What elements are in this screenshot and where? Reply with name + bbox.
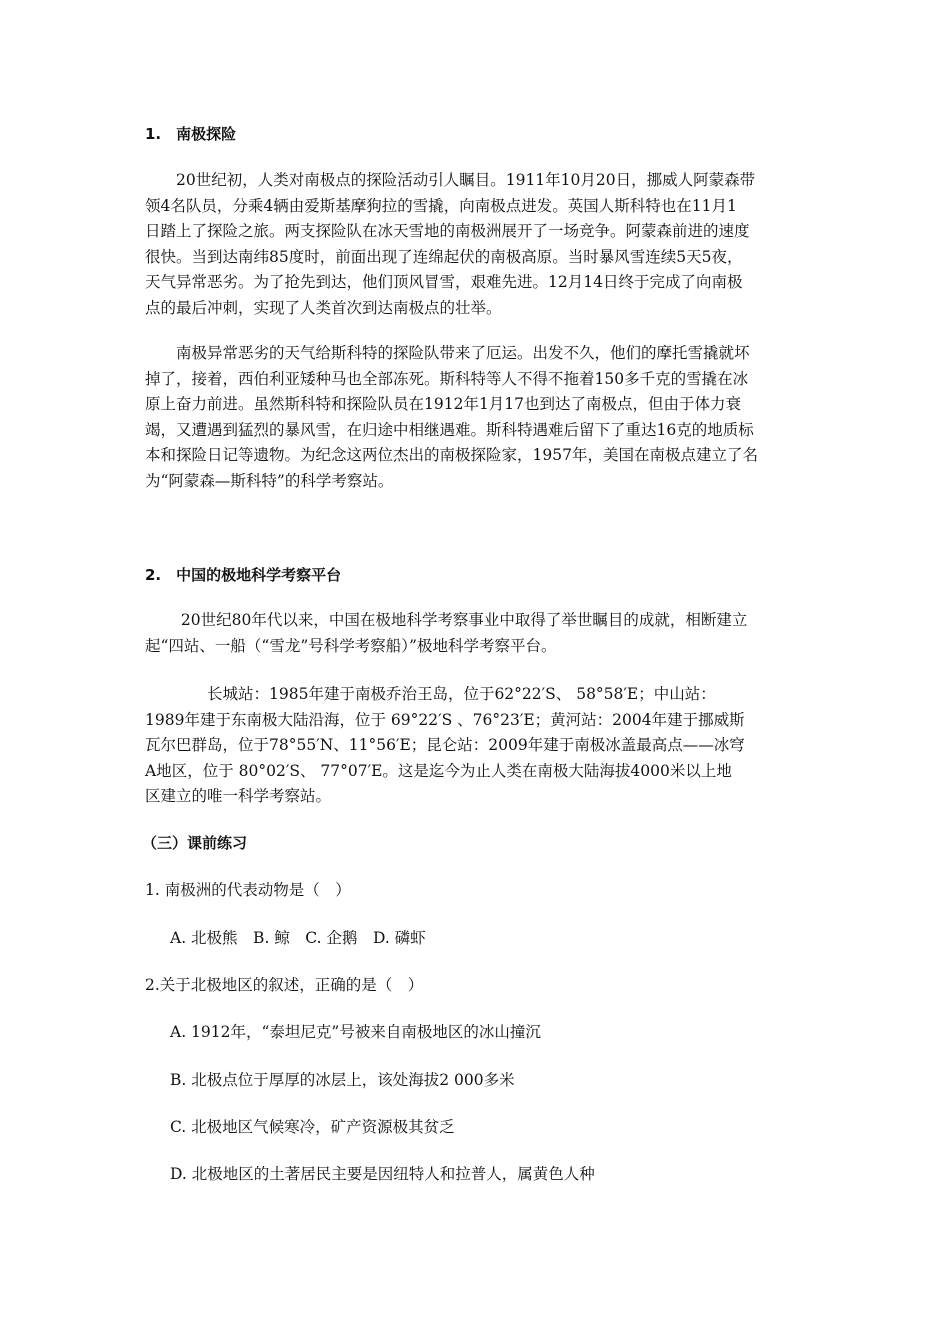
text-line: 1989年建于东南极大陆沿海，位于 69°22′S 、76°23′E；黄河站：2004年建于挪威斯: [145, 710, 745, 729]
question-2-option-a: A. 1912年，“泰坦尼克”号被来自南极地区的冰山撞沉: [170, 1023, 541, 1041]
section-1-paragraph-2: [145, 341, 805, 494]
question-1-stem: 1. 南极洲的代表动物是（ ）: [145, 881, 351, 899]
text-line: 区建立的唯一科学考察站。: [145, 787, 332, 805]
text-line: 掉了，接着，西伯利亚矮种马也全部冻死。斯科特等人不得不拖着150多千克的雪撬在冰: [145, 369, 749, 388]
text-line: 起“四站、一船（“雪龙”号科学考察船）”极地科学考察平台。: [145, 636, 557, 655]
text-line: 很快。当到达南纬85度时，前面出现了连绵起伏的南极高原。当时暴风雪连续5天5夜，: [145, 247, 743, 266]
section-2-title: 2. 中国的极地科学考察平台: [145, 566, 342, 584]
question-2-stem: 2.关于北极地区的叙述，正确的是（ ）: [145, 976, 424, 994]
text-line: 长城站：1985年建于南极乔治王岛，位于62°22′S、 58°58′E；中山站：: [145, 685, 716, 703]
text-line: 瓦尔巴群岛，位于78°55′N、11°56′E；昆仑站：2009年建于南极冰盖最高点——冰穹: [145, 736, 745, 754]
text-line: 竭，又遭遇到猛烈的暴风雪，在归途中相继遇难。斯科特遇难后留下了重达16克的地质标: [145, 420, 754, 439]
text-line: 20世纪80年代以来，中国在极地科学考察事业中取得了举世瞩目的成就，相断建立: [145, 611, 748, 629]
text-line: 原上奋力前进。虽然斯科特和探险队员在1912年1月17也到达了南极点，但由于体力衰: [145, 395, 742, 413]
text-line: 天气异常恶劣。为了抢先到达，他们顶风冒雪，艰难先进。12月14日终于完成了向南极: [145, 273, 743, 291]
text-line: A地区，位于 80°02′S、 77°07′E。这是迄今为止人类在南极大陆海拔4000米以上地: [145, 761, 732, 780]
text-line: 20世纪初，人类对南极点的探险活动引人瞩目。1911年10月20日，挪威人阿蒙森带: [145, 171, 756, 189]
text-line: 领4名队员，分乘4辆由爱斯基摩狗拉的雪撬，向南极点进发。英国人斯科特也在11月1: [145, 196, 737, 215]
question-2-option-c: C. 北极地区气候寒冷，矿产资源极其贫乏: [170, 1118, 455, 1136]
section-1-title: 1. 南极探险: [145, 125, 237, 143]
text-line: 点的最后冲刺，实现了人类首次到达南极点的壮举。: [145, 298, 502, 317]
section-2-paragraph-2: [145, 682, 805, 810]
text-line: 为“阿蒙森—斯科特”的科学考察站。: [145, 471, 394, 490]
section-2-paragraph-1: [145, 608, 805, 659]
text-line: 南极异常恶劣的天气给斯科特的探险队带来了厄运。出发不久，他们的摩托雪撬就坏: [145, 344, 750, 362]
text-line: 日踏上了探险之旅。两支探险队在冰天雪地的南极洲展开了一场竞争。阿蒙森前进的速度: [145, 222, 750, 240]
question-2-option-b: B. 北极点位于厚厚的冰层上，该处海拔2 000多米: [170, 1071, 515, 1089]
section-1-paragraph-1: [145, 168, 805, 321]
question-1-options: A. 北极熊 B. 鲸 C. 企鹅 D. 磷虾: [170, 929, 426, 947]
question-2-option-d: D. 北极地区的土著居民主要是因纽特人和拉普人，属黄色人种: [170, 1165, 595, 1183]
section-3-title: （三）课前练习: [142, 834, 248, 852]
text-line: 本和探险日记等遗物。为纪念这两位杰出的南极探险家，1957年，美国在南极点建立了名: [145, 446, 758, 464]
